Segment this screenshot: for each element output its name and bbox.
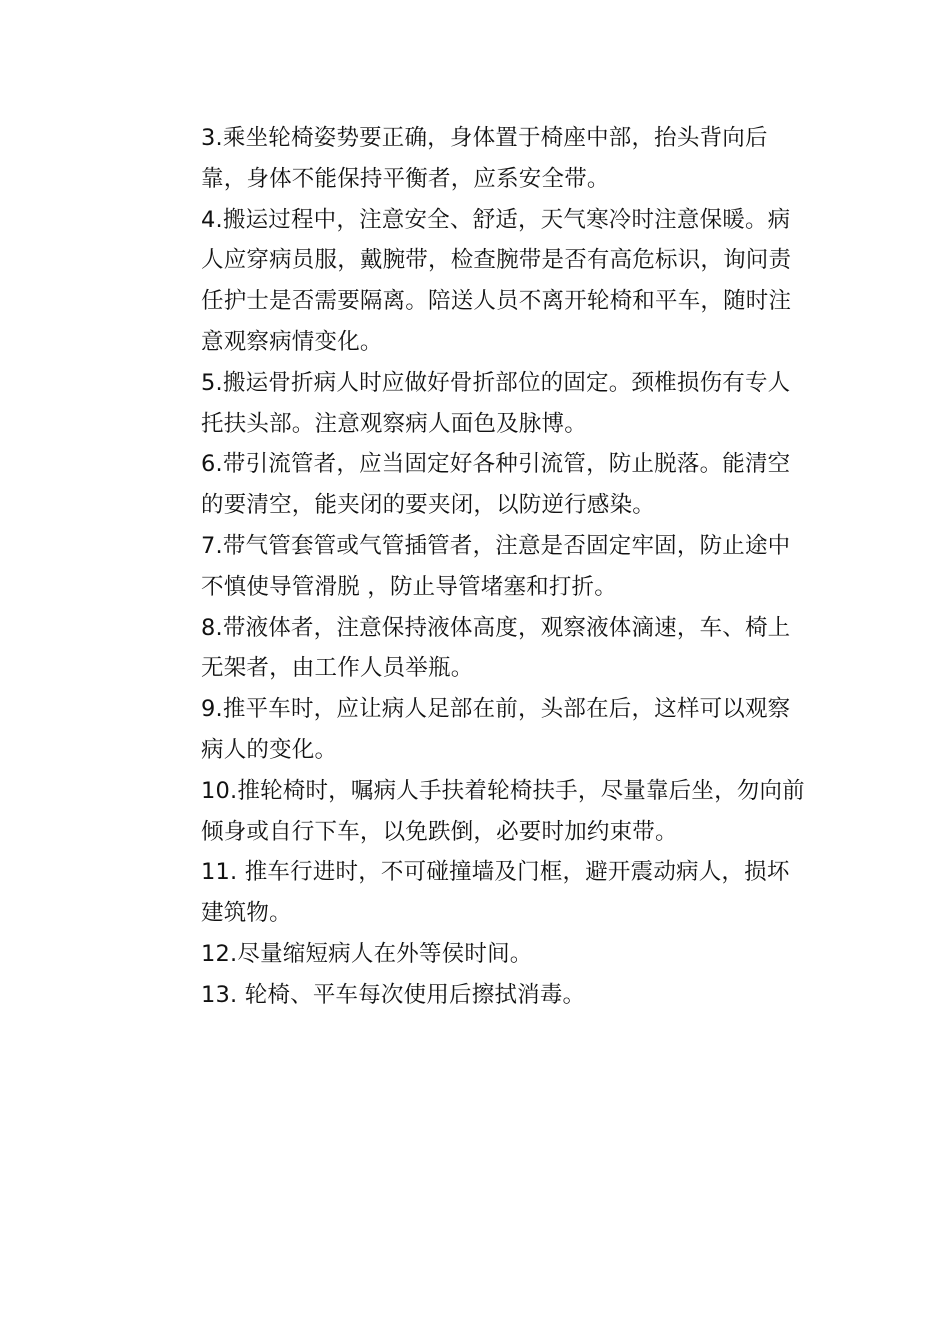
list-item: 4.搬运过程中，注意安全、舒适，天气寒冷时注意保暖。病人应穿病员服，戴腕带，检查腕带是否有高危标识，询问责任护士是否需要隔离。陪送人员不离开轮椅和平车，随时注意观察病情变化。 [201,206,792,355]
list-item: 7.带气管套管或气管插管者，注意是否固定牢固，防止途中不慎使导管滑脱 ，防止导管堵塞和打折。 [201,532,791,600]
list-item: 13. 轮椅、平车每次使用后擦拭消毒。 [201,981,586,1008]
document-body [201,118,811,1016]
list-item: 9.推平车时，应让病人足部在前，头部在后，这样可以观察病人的变化。 [201,696,791,763]
list-item: 8.带液体者，注意保持液体高度，观察液体滴速，车、椅上无架者，由工作人员举瓶。 [201,614,791,682]
list-item: 3.乘坐轮椅姿势要正确，身体置于椅座中部，抬头背向后靠，身体不能保持平衡者，应系安全带。 [201,125,768,192]
list-item: 12.尽量缩短病人在外等侯时间。 [201,940,533,967]
list-item: 11. 推车行进时，不可碰撞墙及门框，避开震动病人，损坏建筑物。 [201,859,790,927]
list-item: 6.带引流管者，应当固定好各种引流管，防止脱落。能清空的要清空，能夹闭的要夹闭，以防逆行感染。 [201,451,791,519]
list-item: 5.搬运骨折病人时应做好骨折部位的固定。颈椎损伤有专人托扶头部。注意观察病人面色及脉博。 [201,369,791,437]
list-item: 10.推轮椅时，嘱病人手扶着轮椅扶手，尽量靠后坐，勿向前倾身或自行下车，以免跌倒，必要时加约束带。 [201,777,805,845]
